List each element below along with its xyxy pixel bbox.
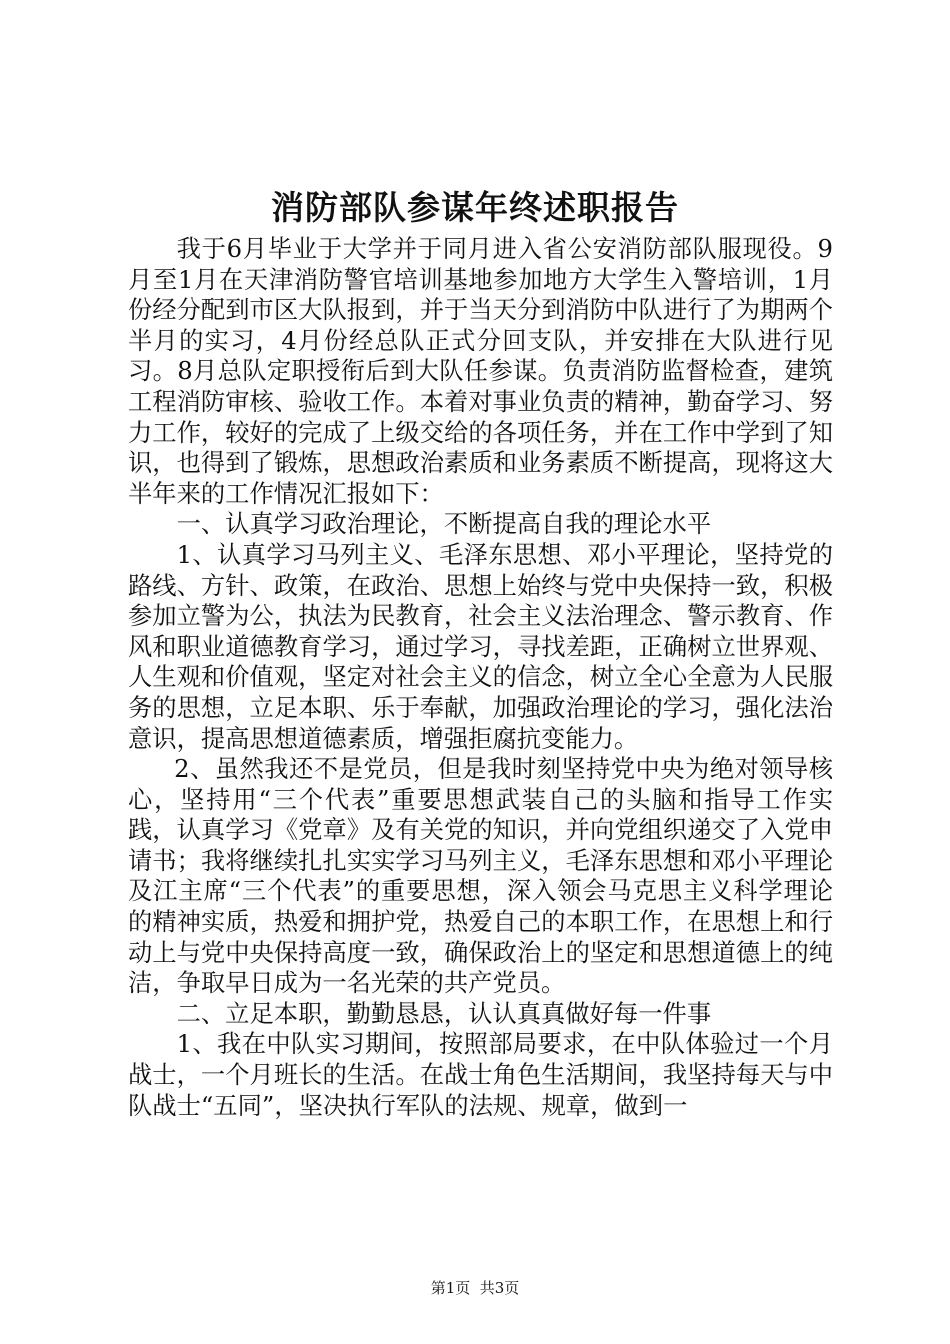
- document-title: 消防部队参谋年终述职报告: [271, 188, 679, 227]
- document-body: [128, 234, 833, 1121]
- paragraph-intro: 我于6月毕业于大学并于同月进入省公安消防部队服现役。9月至1月在天津消防警官培训基地参加地方大学生入警培训，1月份经分配到市区大队报到，并于当天分到消防中队进行了为期两个半月的实习，4月份经总队正式分回支队，并安排在大队进行见习。8月总队定职授衔后到大队任参谋。负责消防监督检查，建筑工程消防审核、验收工作。本着对事业负责的精神，勤奋学习、努力工作，较好的完成了上级交给的各项任务，并在工作中学到了知识，也得到了锻炼，思想政治素质和业务素质不断提高，现将这大半年来的工作情况汇报如下：: [128, 234, 833, 508]
- section-heading-1: 一、认真学习政治理论，不断提高自我的理论水平: [176, 509, 712, 539]
- section-heading-2: 二、立足本职，勤勤恳恳，认认真真做好每一件事: [176, 998, 712, 1028]
- paragraph-item-1-2: 2、虽然我还不是党员，但是我时刻坚持党中央为绝对领导核心，坚持用“三个代表”重要思想武装自己的头脑和指导工作实践，认真学习《党章》及有关党的知识，并向党组织递交了入党申请书；我将继续扎扎实实学习马列主义，毛泽东思想和邓小平理论及江主席“三个代表”的重要思想，深入领会马克思主义科学理论的精神实质，热爱和拥护党，热爱自己的本职工作，在思想上和行动上与党中央保持高度一致，确保政治上的坚定和思想道德上的纯洁，争取早日成为一名光荣的共产党员。: [128, 754, 833, 998]
- page-footer: [0, 1278, 950, 1298]
- page-number: 第1页 共3页: [430, 1279, 520, 1297]
- paragraph-item-2-1: 1、我在中队实习期间，按照部局要求，在中队体验过一个月战士，一个月班长的生活。在战士角色生活期间，我坚持每天与中队战士“五同”，坚决执行军队的法规、规章，做到一: [128, 1029, 833, 1120]
- paragraph-item-1-1: 1、认真学习马列主义、毛泽东思想、邓小平理论，坚持党的路线、方针、政策，在政治、思想上始终与党中央保持一致，积极参加立警为公，执法为民教育，社会主义法治理念、警示教育、作风和职业道德教育学习，通过学习，寻找差距，正确树立世界观、人生观和价值观，坚定对社会主义的信念，树立全心全意为人民服务的思想，立足本职、乐于奉献，加强政治理论的学习，强化法治意识，提高思想道德素质，增强拒腐抗变能力。: [128, 539, 833, 753]
